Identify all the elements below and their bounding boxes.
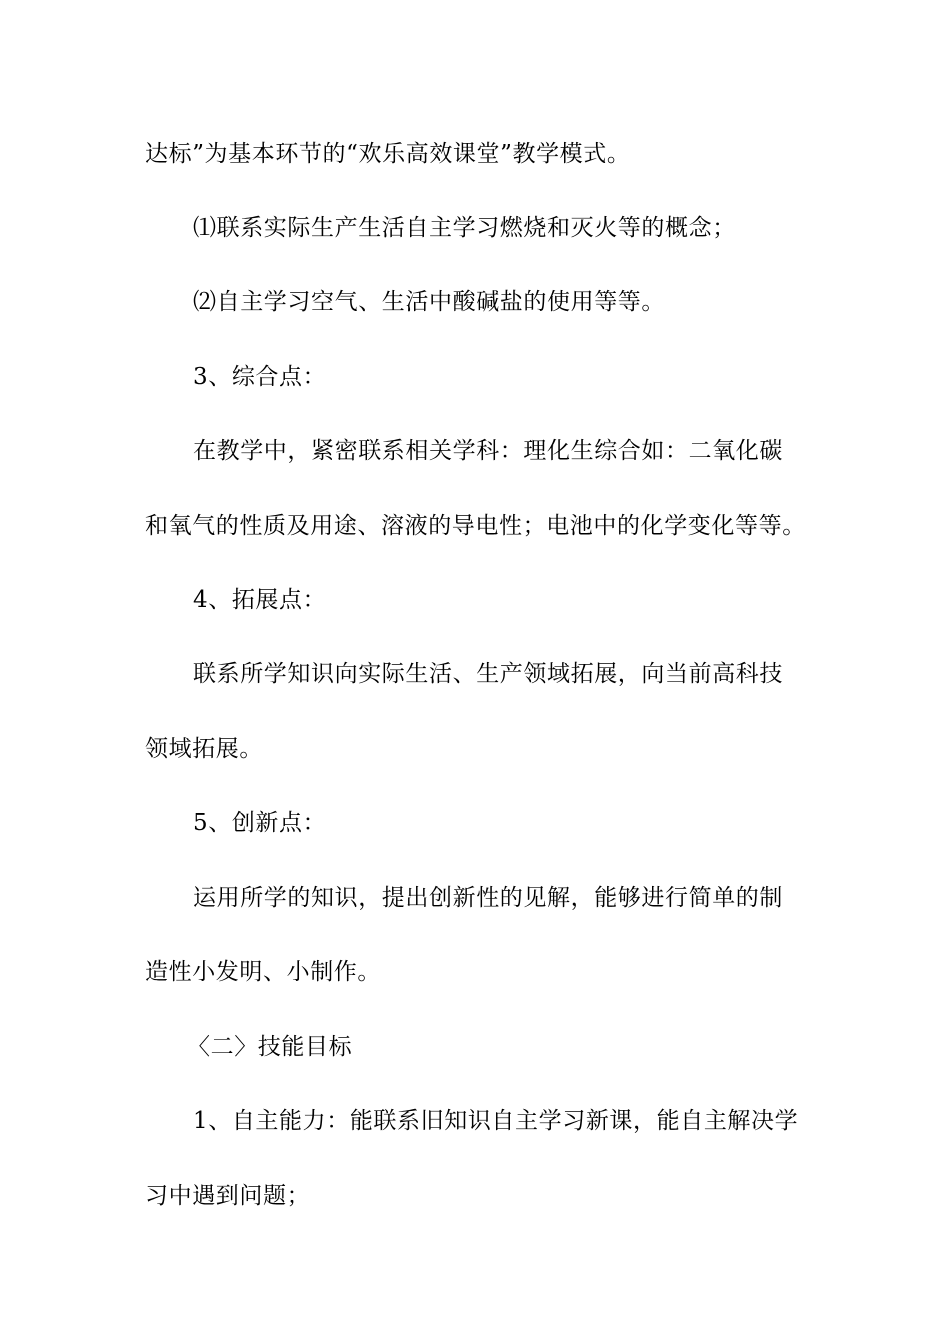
paragraph-line: 和氧气的性质及用途、溶液的导电性；电池中的化学变化等等。 <box>145 513 806 539</box>
paragraph-line: 1、自主能力：能联系旧知识自主学习新课，能自主解决学 <box>193 1108 799 1134</box>
paragraph-line: 造性小发明、小制作。 <box>145 959 381 985</box>
paragraph-line: 在教学中，紧密联系相关学科：理化生综合如：二氧化碳 <box>193 438 783 464</box>
paragraph-line: 运用所学的知识，提出创新性的见解，能够进行简单的制 <box>193 885 783 911</box>
list-item-2: ⑵自主学习空气、生活中酸碱盐的使用等等。 <box>193 289 665 315</box>
section-heading-3: 3、综合点： <box>193 364 327 390</box>
section-heading-4: 4、拓展点： <box>193 587 327 613</box>
paragraph-line: 达标”为基本环节的“欢乐高效课堂”教学模式。 <box>145 141 631 167</box>
list-item-1: ⑴联系实际生产生活自主学习燃烧和灭火等的概念； <box>193 215 736 241</box>
paragraph-line: 习中遇到问题； <box>145 1183 311 1209</box>
section-heading-skills: 〈二〉技能目标 <box>187 1034 353 1060</box>
paragraph-line: 联系所学知识向实际生活、生产领域拓展，向当前高科技 <box>193 661 783 687</box>
section-heading-5: 5、创新点： <box>193 810 327 836</box>
paragraph-line: 领域拓展。 <box>145 736 263 762</box>
